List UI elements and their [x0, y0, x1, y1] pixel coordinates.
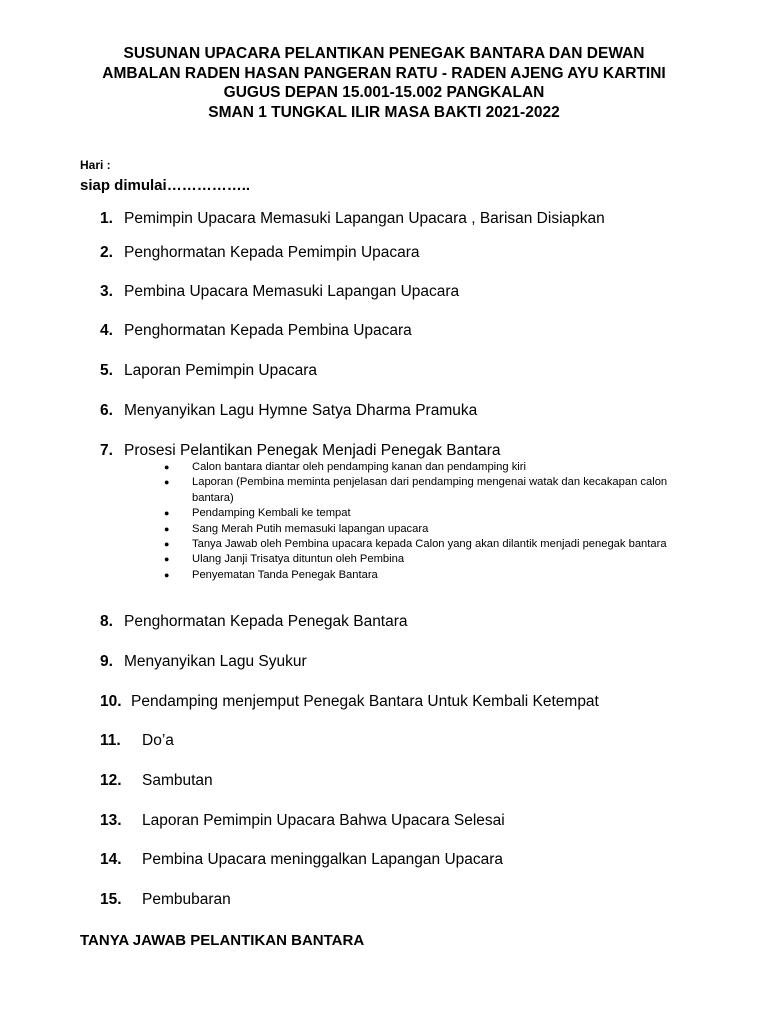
agenda-item: [100, 652, 307, 672]
item-text: Menyanyikan Lagu Hymne Satya Dharma Pramuka: [124, 402, 478, 419]
item-number: 8.: [100, 613, 113, 630]
agenda-item: [100, 731, 174, 751]
item-number: 5.: [100, 362, 113, 379]
bullet-icon: ●: [164, 508, 170, 519]
item-text: Sambutan: [142, 772, 213, 789]
item-number: 2.: [100, 244, 113, 261]
item-text: Prosesi Pelantikan Penegak Menjadi Penegak Bantara: [124, 442, 501, 459]
item-text: Penghormatan Kepada Penegak Bantara: [124, 613, 408, 630]
agenda-item: [100, 282, 459, 302]
list-item: ● Ulang Janji Trisatya dituntun oleh Pembina: [160, 552, 680, 567]
agenda-item: [100, 771, 213, 791]
agenda-item: [100, 890, 231, 910]
item-number: 15.: [100, 891, 122, 908]
title-line-3: GUGUS DEPAN 15.001-15.002 PANGKALAN: [223, 84, 545, 101]
section-heading: TANYA JAWAB PELANTIKAN BANTARA: [80, 932, 365, 949]
item-text: Laporan Pemimpin Upacara Bahwa Upacara Selesai: [142, 812, 505, 829]
agenda-item: [100, 612, 408, 632]
item-number: 13.: [100, 812, 122, 829]
item-number: 14.: [100, 851, 122, 868]
siap-label: siap dimulai……………..: [80, 177, 251, 194]
item-number: 10.: [100, 693, 122, 710]
item-number: 6.: [100, 402, 113, 419]
item-text: Penghormatan Kepada Pemimpin Upacara: [124, 244, 420, 261]
item-text: Laporan Pemimpin Upacara: [124, 362, 317, 379]
item-text: Pembina Upacara Memasuki Lapangan Upacara: [124, 283, 460, 300]
agenda-item: [100, 850, 503, 870]
title-line-4: SMAN 1 TUNGKAL ILIR MASA BAKTI 2021-2022: [208, 103, 560, 121]
bullet-icon: ●: [164, 554, 170, 565]
list-item: ● Penyematan Tanda Penegak Bantara: [160, 568, 680, 583]
item-number: 9.: [100, 653, 113, 670]
title-line-1: SUSUNAN UPACARA PELANTIKAN PENEGAK BANTARA DAN DEWAN: [123, 45, 645, 62]
bullet-icon: ●: [164, 539, 170, 550]
bullet-icon: ●: [164, 569, 170, 580]
list-item: ● Pendamping Kembali ke tempat: [160, 506, 680, 521]
item-number: 3.: [100, 283, 113, 300]
bullet-icon: ●: [164, 523, 170, 534]
agenda-item: [100, 811, 505, 831]
agenda-item: [100, 361, 317, 381]
list-item: ● Calon bantara diantar oleh pendamping kanan dan pendamping kiri: [160, 460, 680, 475]
item-number: 12.: [100, 772, 122, 789]
item-text: Pembubaran: [142, 891, 231, 908]
item-number: 4.: [100, 322, 113, 339]
agenda-item: [100, 401, 477, 421]
list-item: ● Sang Merah Putih memasuki lapangan upacara: [160, 522, 680, 537]
item-text: Pembina Upacara meninggalkan Lapangan Upacara: [142, 851, 504, 868]
document-title: [0, 44, 768, 122]
item-text: Pendamping menjemput Penegak Bantara Untuk Kembali Ketempat: [131, 693, 599, 710]
item-text: Do’a: [142, 732, 174, 749]
item-text: Penghormatan Kepada Pembina Upacara: [124, 322, 412, 339]
agenda-item: [100, 441, 501, 461]
prosesi-sublist: [160, 460, 680, 583]
agenda-item: [100, 209, 605, 229]
agenda-item: [100, 243, 420, 263]
bullet-icon: ●: [164, 462, 170, 472]
item-number: 7.: [100, 442, 113, 459]
item-text: Menyanyikan Lagu Syukur: [124, 653, 307, 670]
agenda-item: [100, 321, 412, 341]
item-number: 1.: [100, 210, 113, 227]
title-line-2: AMBALAN RADEN HASAN PANGERAN RATU - RADEN AJENG AYU KARTINI: [102, 64, 666, 82]
list-item: ● Laporan (Pembina meminta penjelasan dari pendamping mengenai watak dan kecakapan calon bantara): [164, 476, 668, 504]
bullet-icon: ●: [164, 477, 170, 488]
hari-label: Hari :: [80, 158, 111, 172]
item-text: Pemimpin Upacara Memasuki Lapangan Upacara , Barisan Disiapkan: [124, 210, 605, 227]
list-item: ● Tanya Jawab oleh Pembina upacara kepada Calon yang akan dilantik menjadi penegak bantara: [160, 537, 680, 552]
item-number: 11.: [100, 732, 121, 749]
agenda-item: [100, 692, 599, 712]
